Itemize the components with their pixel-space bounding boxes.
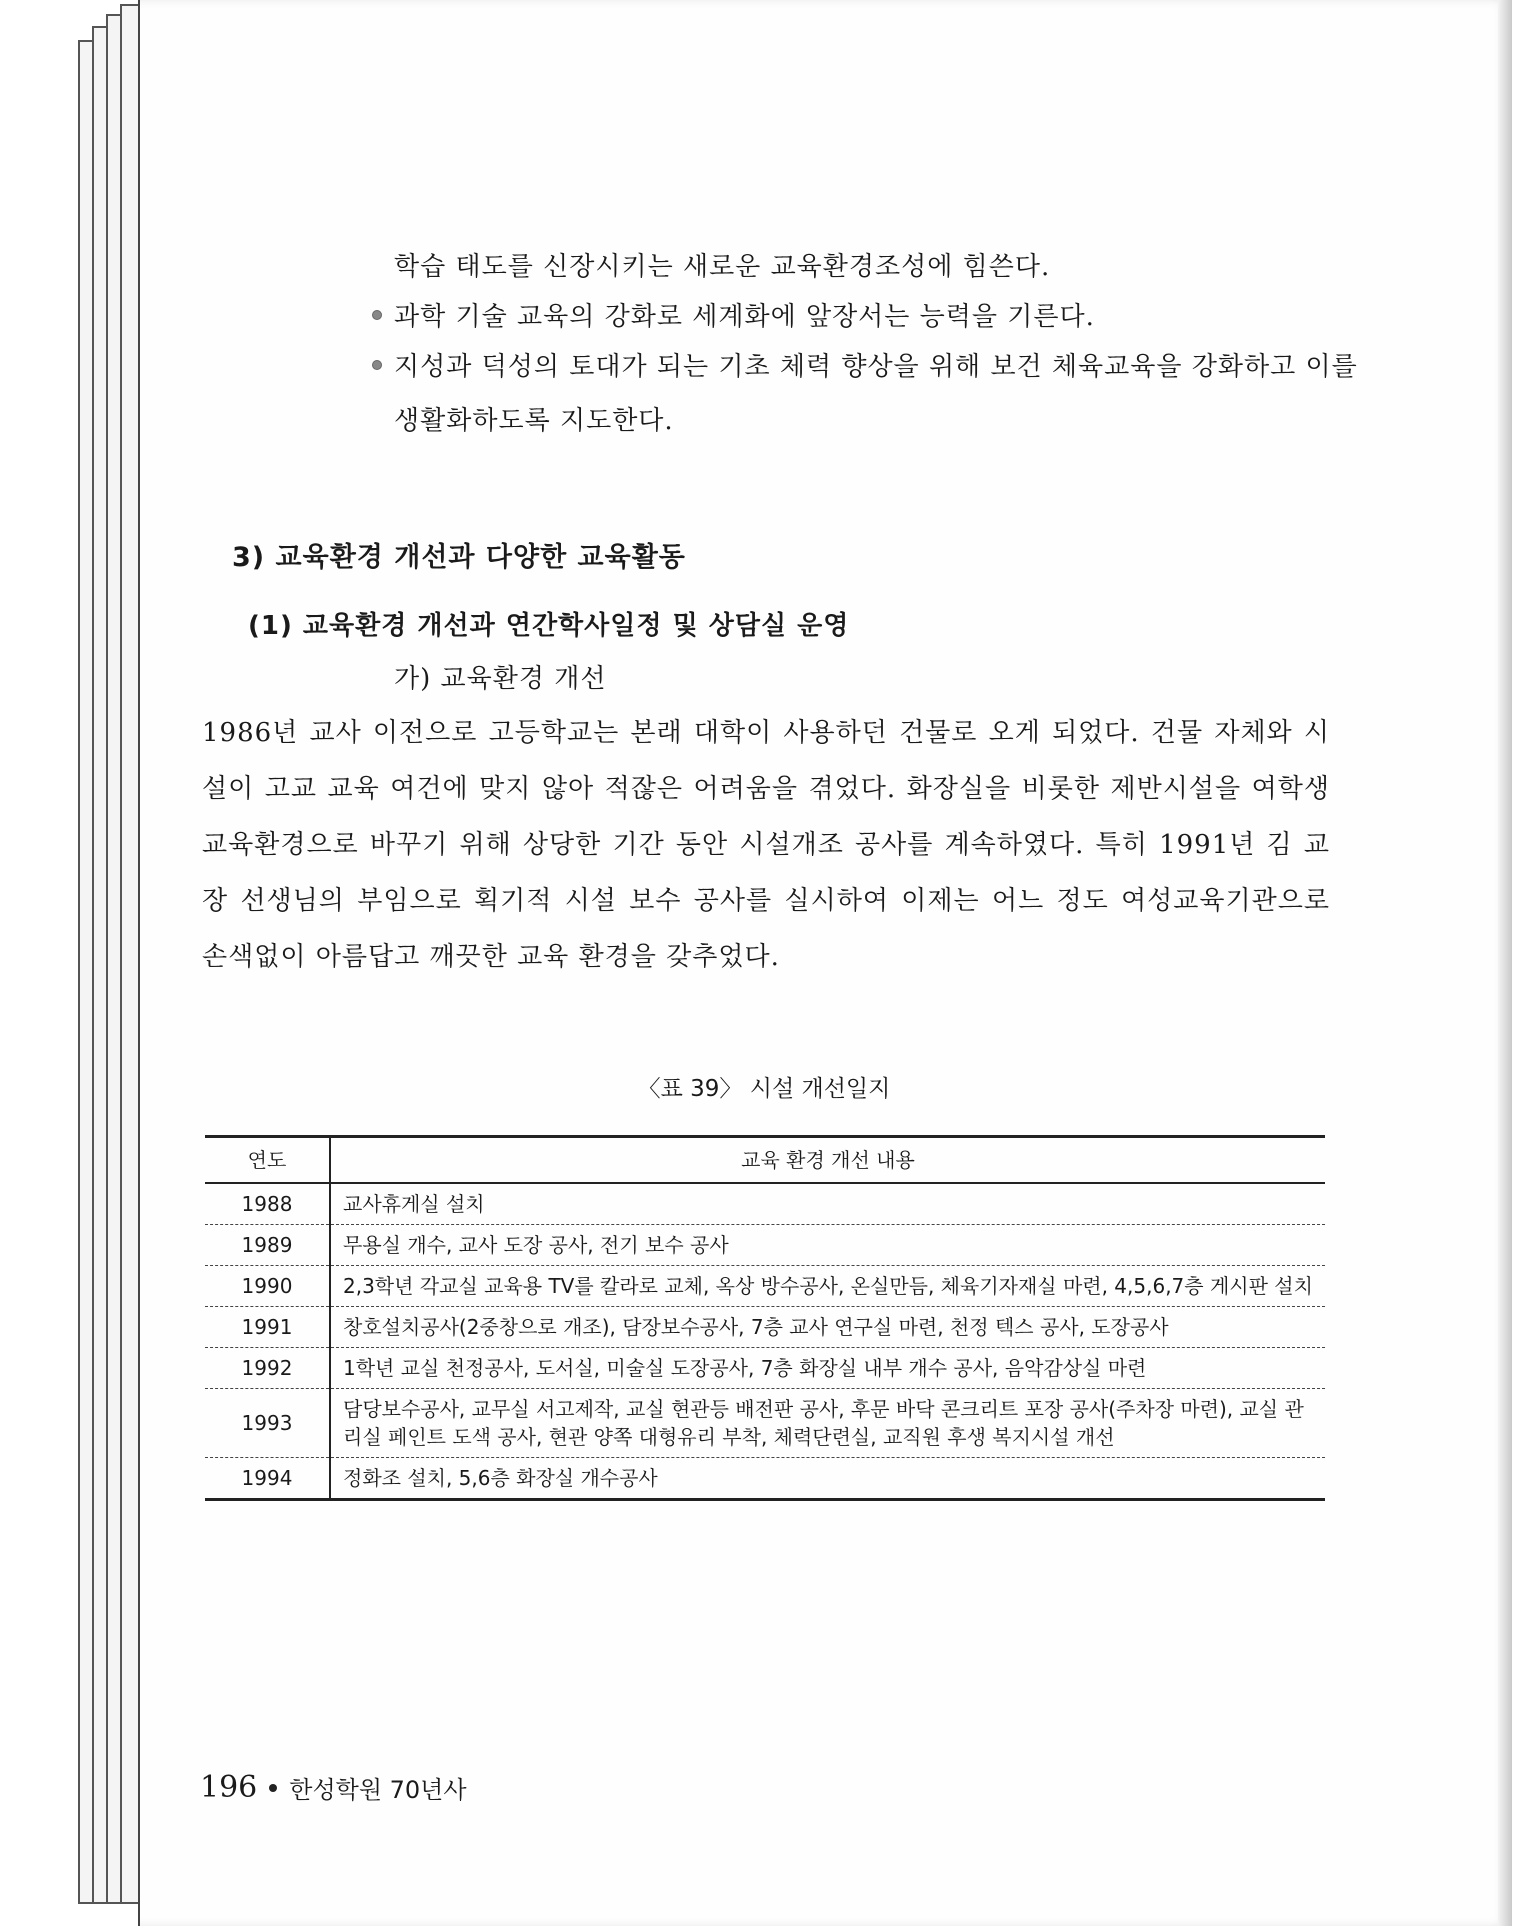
table-row	[205, 1225, 1325, 1266]
bullet-icon	[372, 360, 382, 370]
year-column-header: 연도	[205, 1137, 330, 1184]
page-number: 196	[200, 1770, 258, 1805]
intro-line: 과학 기술 교육의 강화로 세계화에 앞장서는 능력을 기른다.	[394, 302, 1095, 332]
sub-subheading: 가) 교육환경 개선	[394, 664, 607, 694]
table-header-row	[205, 1137, 1325, 1184]
bullet-icon	[372, 310, 382, 320]
table-row	[205, 1389, 1325, 1458]
page-shadow	[1498, 0, 1512, 1926]
intro-line: 지성과 덕성의 토대가 되는 기초 체력 향상을 위해 보건 체육교육을 강화하고 이를	[394, 352, 1358, 382]
row-year: 1991	[205, 1307, 330, 1348]
row-content: 무용실 개수, 교사 도장 공사, 전기 보수 공사	[330, 1225, 1325, 1266]
row-year: 1992	[205, 1348, 330, 1389]
row-content: 교사휴게실 설치	[330, 1183, 1325, 1225]
row-year: 1994	[205, 1458, 330, 1500]
body-paragraph: 1986년 교사 이전으로 고등학교는 본래 대학이 사용하던 건물로 오게 되었다. 건물 자체와 시설이 고교 교육 여건에 맞지 않아 적잖은 어려움을 겪었다. 화장실을 비롯한 제반시설을 여학생 교육환경으로 바꾸기 위해 상당한 기간 동안 시설개조 공사를 계속하였다. 특히 1991년 김 교장 선생님의 부임으로 획기적 시설 보수 공사를 실시하여 이제는 어느 정도 여성교육기관으로 손색없이 아름답고 깨끗한 교육 환경을 갖추었다.	[202, 718, 1330, 972]
row-year: 1989	[205, 1225, 330, 1266]
row-year: 1988	[205, 1183, 330, 1225]
row-content: 담당보수공사, 교무실 서고제작, 교실 현관등 배전판 공사, 후문 바닥 콘크리트 포장 공사(주차장 마련), 교실 관리실 페인트 도색 공사, 현관 양쪽 대형유리 부착, 체력단련실, 교직원 후생 복지시설 개선	[330, 1389, 1325, 1458]
row-content: 2,3학년 각교실 교육용 TV를 칼라로 교체, 옥상 방수공사, 온실만듬, 체육기자재실 마련, 4,5,6,7층 게시판 설치	[330, 1266, 1325, 1307]
separator-dot-icon	[269, 1784, 277, 1792]
table-row	[205, 1307, 1325, 1348]
row-content: 1학년 교실 천정공사, 도서실, 미술실 도장공사, 7층 화장실 내부 개수 공사, 음악감상실 마련	[330, 1348, 1325, 1389]
facility-improvement-table	[205, 1135, 1325, 1501]
table-row	[205, 1183, 1325, 1225]
table-caption: 〈표 39〉 시설 개선일지	[637, 1076, 891, 1102]
intro-line: 생활화하도록 지도한다.	[394, 406, 674, 436]
row-year: 1990	[205, 1266, 330, 1307]
subsection-heading: (1) 교육환경 개선과 연간학사일정 및 상담실 운영	[248, 611, 850, 641]
table-row	[205, 1458, 1325, 1500]
intro-line: 학습 태도를 신장시키는 새로운 교육환경조성에 힘쓴다.	[394, 252, 1051, 282]
row-content: 창호설치공사(2중창으로 개조), 담장보수공사, 7층 교사 연구실 마련, 천정 텍스 공사, 도장공사	[330, 1307, 1325, 1348]
content-column-header: 교육 환경 개선 내용	[330, 1137, 1325, 1184]
table-row	[205, 1266, 1325, 1307]
page-footer	[200, 1770, 467, 1805]
row-year: 1993	[205, 1389, 330, 1458]
table-row	[205, 1348, 1325, 1389]
book-title: 한성학원 70년사	[289, 1776, 467, 1804]
row-content: 정화조 설치, 5,6층 화장실 개수공사	[330, 1458, 1325, 1500]
section-heading: 3) 교육환경 개선과 다양한 교육활동	[232, 542, 686, 573]
